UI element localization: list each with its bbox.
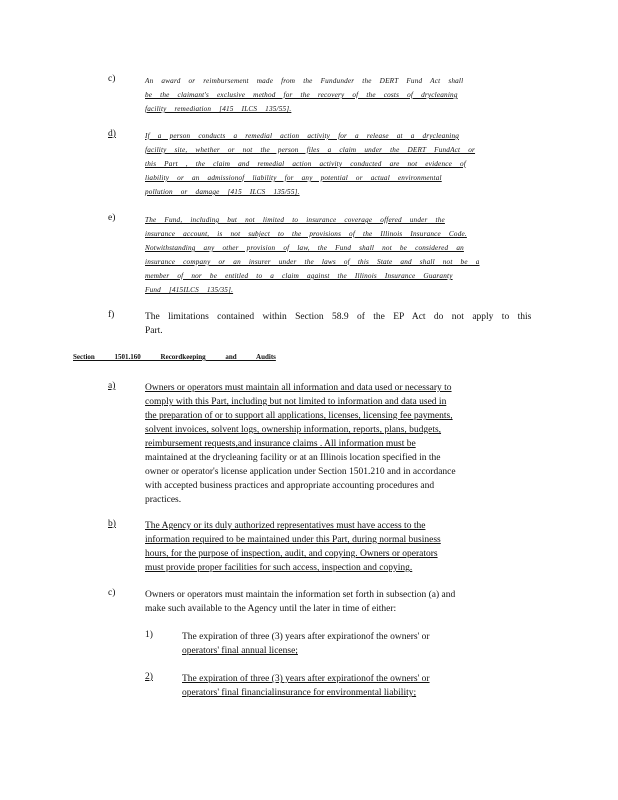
- paragraph-marker: 1): [145, 630, 153, 640]
- paragraph-line: Notwithstanding any other provision of law, the Fund shall not be considered an: [145, 244, 464, 252]
- paragraph-line: An award or reimbursement made from the Fundunder the DERT Fund Act shall: [145, 77, 464, 85]
- paragraph-line: information required to be maintained under this Part, during normal business: [145, 535, 441, 545]
- paragraph-line: make such available to the Agency until the later in time of either:: [145, 604, 397, 614]
- paragraph-marker: c): [108, 74, 116, 84]
- paragraph-line: pollution or damage [415 ILCS 135/55].: [145, 188, 300, 196]
- paragraph-line: The expiration of three (3) years after expirationof the owners' or: [182, 632, 430, 642]
- paragraph-line: The Fund, including but not limited to insurance coverage offered under the: [145, 216, 445, 224]
- paragraph-f-limitations: [108, 310, 538, 338]
- subparagraph-1-annual-license: [145, 630, 495, 658]
- paragraph-marker: d): [108, 129, 116, 139]
- paragraph-line: member of nor be entitled to a claim against the Illinois Insurance Guaranty: [145, 272, 453, 280]
- paragraph-line: liability or an admissionof liability for any potential or actual environmental: [145, 174, 442, 182]
- paragraph-e-fund-insurance: [108, 213, 538, 297]
- paragraph-line: comply with this Part, including but not limited to information and data used in: [145, 397, 447, 407]
- paragraph-line: operators' final annual license;: [182, 646, 298, 656]
- subparagraph-2-financial-insurance: [145, 672, 495, 700]
- paragraph-marker: a): [108, 381, 116, 391]
- paragraph-line: Owners or operators must maintain all information and data used or necessary to: [145, 383, 452, 393]
- paragraph-line: Fund [415ILCS 135/35].: [145, 286, 234, 294]
- paragraph-d-remedial-action: [108, 129, 538, 199]
- paragraph-line: maintained at the drycleaning facility or at an Illinois location specified in the: [145, 453, 441, 463]
- paragraph-line: solvent invoices, solvent logs, ownership information, reports, plans, budgets,: [145, 425, 442, 435]
- paragraph-line: reimbursement requests,and insurance claims . All information must be: [145, 439, 416, 449]
- paragraph-line: insurance account, is not subject to the provisions of the Illinois Insurance Code.: [145, 230, 467, 238]
- paragraph-line: hours, for the purpose of inspection, audit, and copying. Owners or operators: [145, 549, 438, 559]
- paragraph-line: If a person conducts a remedial action activity for a release at a drycleaning: [145, 132, 460, 140]
- paragraph-line: practices.: [145, 495, 182, 505]
- paragraph-line: with accepted business practices and appropriate accounting procedures and: [145, 481, 435, 491]
- paragraph-a-maintain-information: [108, 381, 538, 507]
- paragraph-line: The Agency or its duly authorized representatives must have access to the: [145, 521, 426, 531]
- paragraph-b-agency-access: [108, 519, 538, 575]
- paragraph-line: The expiration of three (3) years after expirationof the owners' or: [182, 674, 430, 684]
- paragraph-line: owner or operator's license application under Section 1501.210 and in accordance: [145, 467, 456, 477]
- paragraph-line: this Part , the claim and remedial action activity conducted are not evidence of: [145, 160, 467, 168]
- paragraph-line: the preparation of or to support all applications, licenses, licensing fee payments,: [145, 411, 453, 421]
- paragraph-line: facility remediation [415 ILCS 135/55].: [145, 105, 292, 113]
- paragraph-line: facility site, whether or not the person files a claim under the DERT FundAct or: [145, 146, 476, 154]
- paragraph-marker: b): [108, 519, 116, 529]
- paragraph-line: operators' final financialinsurance for environmental liability;: [182, 688, 417, 698]
- section-heading: Section 1501.160 Recordkeeping and Audits: [73, 353, 276, 361]
- paragraph-c-retention: [108, 588, 538, 616]
- paragraph-marker: c): [108, 588, 116, 598]
- paragraph-line: be the claimant's exclusive method for the recovery of the costs of drycleaning: [145, 91, 458, 99]
- paragraph-line: must provide proper facilities for such access, inspection and copying.: [145, 563, 413, 573]
- paragraph-line: Part.: [145, 326, 163, 336]
- paragraph-marker: e): [108, 213, 116, 223]
- paragraph-line: The limitations contained within Section 58.9 of the EP Act do not apply to this: [145, 312, 532, 322]
- paragraph-marker: f): [108, 310, 115, 320]
- paragraph-marker: 2): [145, 672, 153, 682]
- paragraph-line: insurance company or an insurer under the laws of this State and shall not be a: [145, 258, 480, 266]
- paragraph-line: Owners or operators must maintain the information set forth in subsection (a) and: [145, 590, 456, 600]
- paragraph-c-fund-award: [108, 74, 538, 116]
